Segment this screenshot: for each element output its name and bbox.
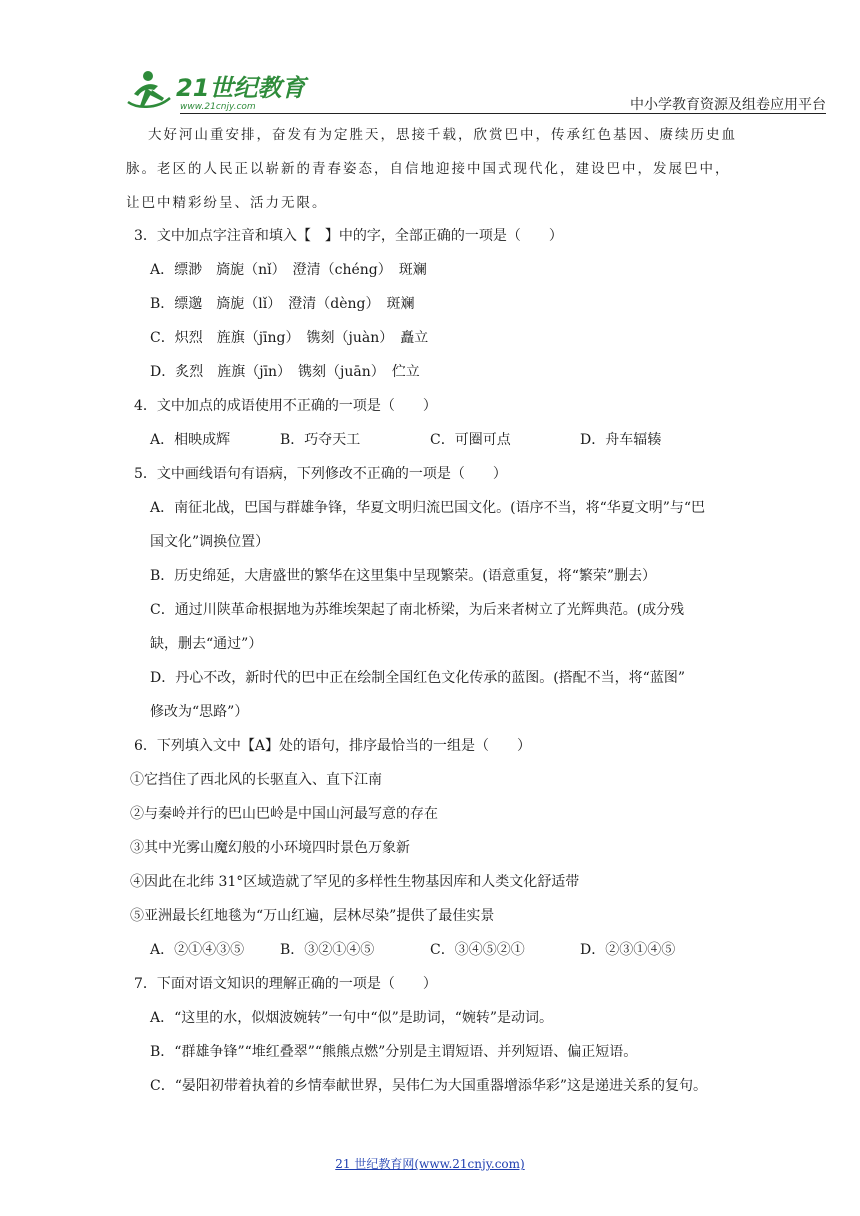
- q4-option-d: D．舟车辐辏: [580, 432, 662, 448]
- q5-option-a: A．南征北战，巴国与群雄争锋，华夏文明归流巴国文化。(语序不当，将“华夏文明”与“巴: [150, 500, 706, 516]
- q3-option-a: A．缥渺 旖旎（nǐ） 澄清（chéng） 斑斓: [150, 262, 427, 278]
- q6-item-5: ⑤亚洲最长红地毯为“万山红遍，层林尽染”提供了最佳实景: [130, 908, 495, 924]
- logo-url: www.21cnjy.com: [180, 102, 256, 112]
- passage-line: 大好河山重安排，奋发有为定胜天，思接千载，欣赏巴中，传承红色基因、赓续历史血: [148, 127, 737, 143]
- logo-text: 21世纪教育: [176, 74, 306, 102]
- platform-name: 中小学教育资源及组卷应用平台: [630, 97, 826, 113]
- q6-item-2: ②与秦岭并行的巴山巴岭是中国山河最写意的存在: [130, 806, 438, 822]
- question-5-stem: 5．文中画线语句有语病，下列修改不正确的一项是（ ）: [134, 466, 507, 482]
- q6-item-4: ④因此在北纬 31°区域造就了罕见的多样性生物基因库和人类文化舒适带: [130, 874, 580, 890]
- q4-option-b: B．巧夺天工: [280, 432, 361, 448]
- q6-option-d: D．②③①④⑤: [580, 942, 676, 958]
- q3-option-b: B．缥邈 旖旎（lǐ） 澄清（dèng） 斑斓: [150, 296, 415, 312]
- q7-option-b: B．“群雄争锋”“堆红叠翠”“熊熊点燃”分别是主谓短语、并列短语、偏正短语。: [150, 1044, 638, 1060]
- q4-option-a: A．相映成辉: [150, 432, 231, 448]
- header-divider: [180, 113, 826, 114]
- q5-option-d: D．丹心不改，新时代的巴中正在绘制全国红色文化传承的蓝图。(搭配不当，将“蓝图”: [150, 670, 685, 686]
- q7-option-c: C．“晏阳初带着执着的乡情奉献世界，吴伟仁为大国重器增添华彩”这是递进关系的复句。: [150, 1078, 708, 1094]
- q4-option-c: C．可圈可点: [430, 432, 511, 448]
- q5-option-c-cont: 缺，删去“通过”）: [150, 636, 263, 652]
- q6-item-1: ①它挡住了西北风的长驱直入、直下江南: [130, 772, 382, 788]
- q7-option-a: A．“这里的水，似烟波婉转”一句中“似”是助词，“婉转”是动词。: [150, 1010, 554, 1026]
- q6-option-c: C．③④⑤②①: [430, 942, 525, 958]
- q6-option-b: B．③②①④⑤: [280, 942, 375, 958]
- q5-option-b: B．历史绵延，大唐盛世的繁华在这里集中呈现繁荣。(语意重复，将“繁荣”删去）: [150, 568, 657, 584]
- question-4-stem: 4．文中加点的成语使用不正确的一项是（ ）: [134, 398, 437, 414]
- q5-option-a-cont: 国文化”调换位置）: [150, 534, 270, 550]
- question-6-stem: 6．下列填入文中【A】处的语句，排序最恰当的一组是（ ）: [134, 738, 532, 754]
- q3-option-c: C．炽烈 旌旗（jīng） 镌刻（juàn） 矗立: [150, 330, 429, 346]
- question-7-stem: 7．下面对语文知识的理解正确的一项是（ ）: [134, 976, 437, 992]
- footer-link[interactable]: 21 世纪教育网(www.21cnjy.com): [335, 1157, 525, 1171]
- logo-21cnjy-icon: [126, 68, 346, 112]
- question-3-stem: 3．文中加点字注音和填入【 】中的字，全部正确的一项是（ ）: [134, 228, 563, 244]
- q6-item-3: ③其中光雾山魔幻般的小环境四时景色万象新: [130, 840, 410, 856]
- page-header: [126, 64, 826, 116]
- q5-option-d-cont: 修改为“思路”）: [150, 704, 249, 720]
- passage-line: 脉。老区的人民正以崭新的青春姿态，自信地迎接中国式现代化，建设巴中，发展巴中，: [126, 161, 731, 177]
- q3-option-d: D．炙烈 旌旗（jīn） 镌刻（juān） 伫立: [150, 364, 420, 380]
- q6-option-a: A．②①④③⑤: [150, 942, 245, 958]
- passage-line: 让巴中精彩纷呈、活力无限。: [126, 195, 328, 211]
- q5-option-c: C．通过川陕革命根据地为苏维埃架起了南北桥梁，为后来者树立了光辉典范。(成分残: [150, 602, 685, 618]
